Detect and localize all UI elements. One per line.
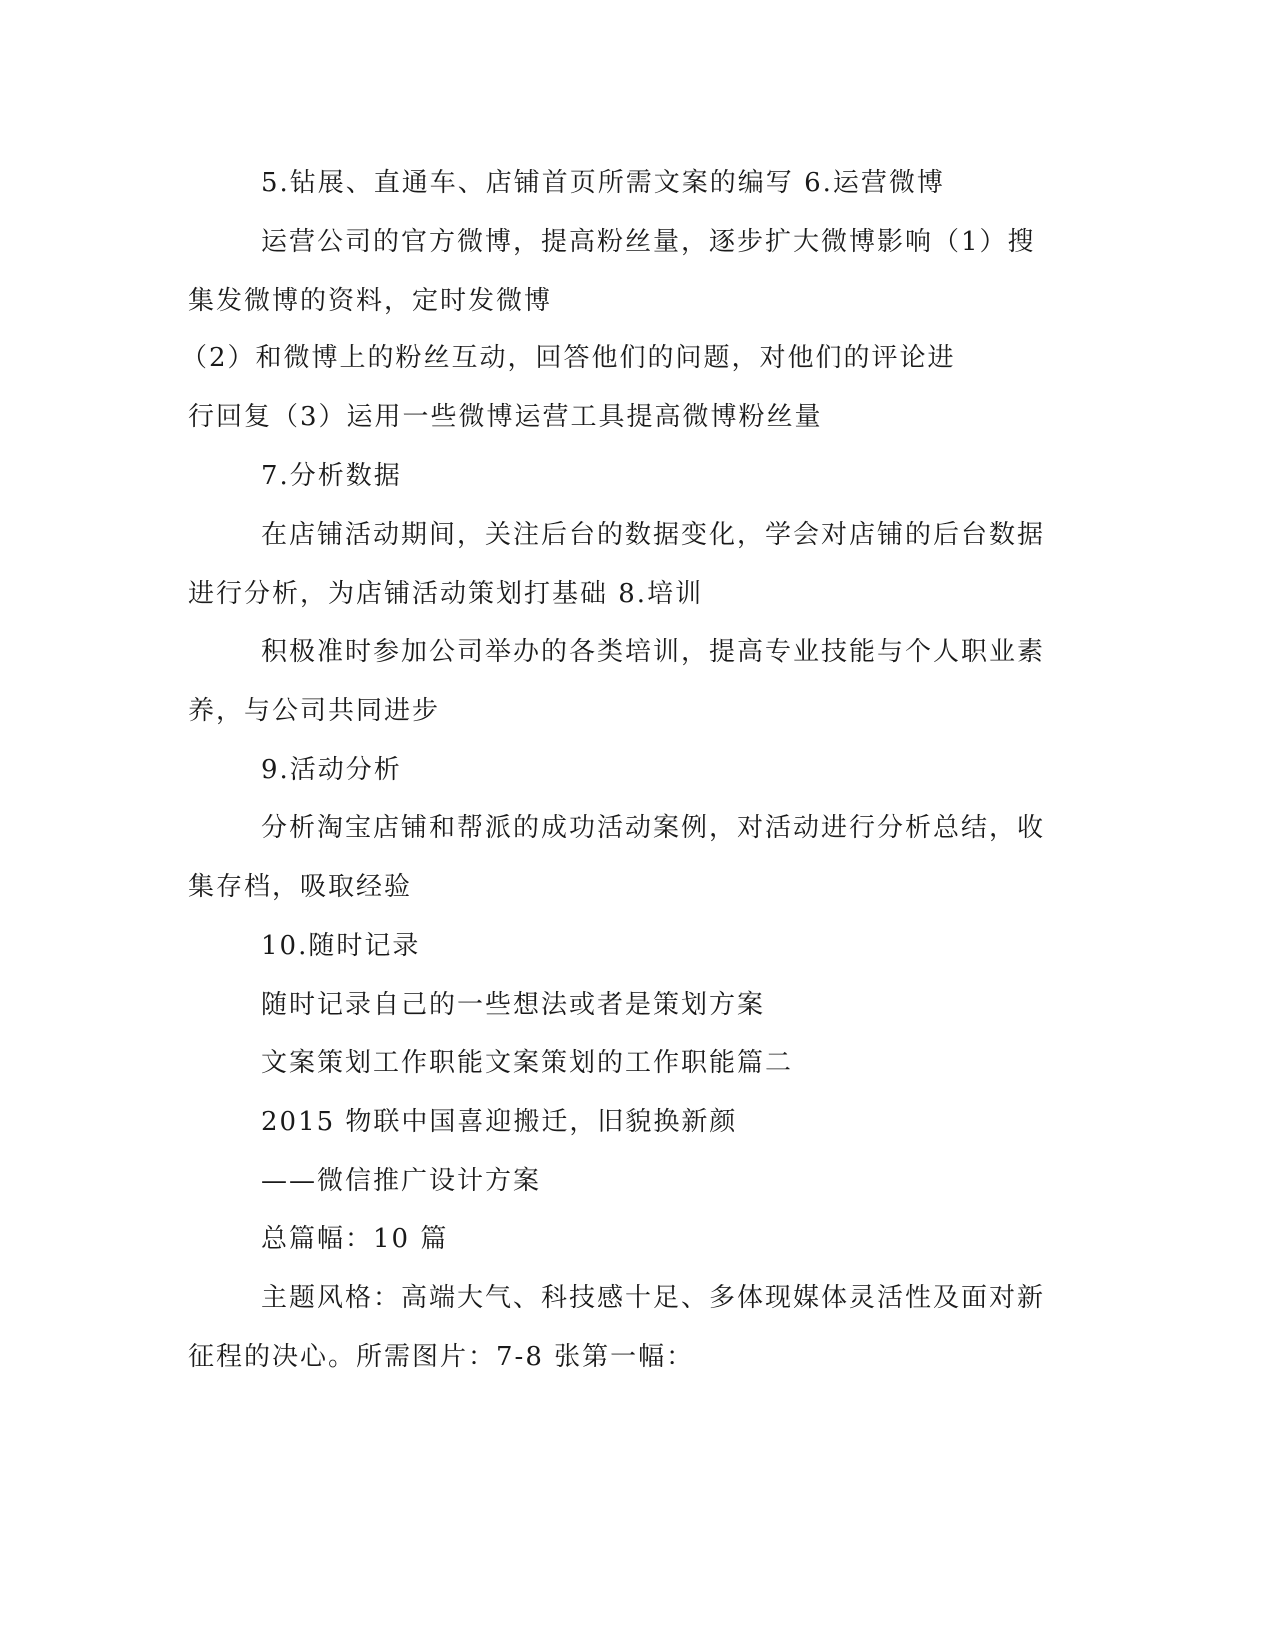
text-line: 养，与公司共同进步	[188, 696, 441, 726]
text-line: 文案策划工作职能文案策划的工作职能篇二	[261, 1048, 794, 1078]
section-heading: 7.分析数据	[261, 461, 402, 491]
text-line: 集发微博的资料，定时发微博	[188, 286, 553, 316]
text-line: （2）和微博上的粉丝互动，回答他们的问题，对他们的评论进	[181, 343, 956, 373]
text-line: 积极准时参加公司举办的各类培训，提高专业技能与个人职业素	[261, 637, 1046, 667]
text-line: 总篇幅：10 篇	[261, 1224, 449, 1254]
text-line: 运营公司的官方微博，提高粉丝量，逐步扩大微博影响（1）搜	[261, 227, 1036, 257]
text-line: 分析淘宝店铺和帮派的成功活动案例，对活动进行分析总结，收	[261, 813, 1046, 843]
section-heading: 9.活动分析	[261, 755, 402, 785]
text-line: ——微信推广设计方案	[261, 1166, 542, 1196]
text-line: 集存档，吸取经验	[188, 872, 413, 902]
text-line: 征程的决心。所需图片：7-8 张第一幅：	[188, 1342, 695, 1372]
text-line: 进行分析，为店铺活动策划打基础 8.培训	[188, 579, 704, 609]
text-line: 5.钻展、直通车、店铺首页所需文案的编写 6.运营微博	[261, 168, 945, 198]
text-line: 行回复（3）运用一些微博运营工具提高微博粉丝量	[188, 402, 823, 432]
text-line: 在店铺活动期间，关注后台的数据变化，学会对店铺的后台数据	[261, 520, 1046, 550]
text-line: 主题风格：高端大气、科技感十足、多体现媒体灵活性及面对新	[261, 1283, 1046, 1313]
text-line: 2015 物联中国喜迎搬迁，旧貌换新颜	[261, 1107, 738, 1137]
text-line: 随时记录自己的一些想法或者是策划方案	[261, 990, 766, 1020]
section-heading: 10.随时记录	[261, 931, 421, 961]
